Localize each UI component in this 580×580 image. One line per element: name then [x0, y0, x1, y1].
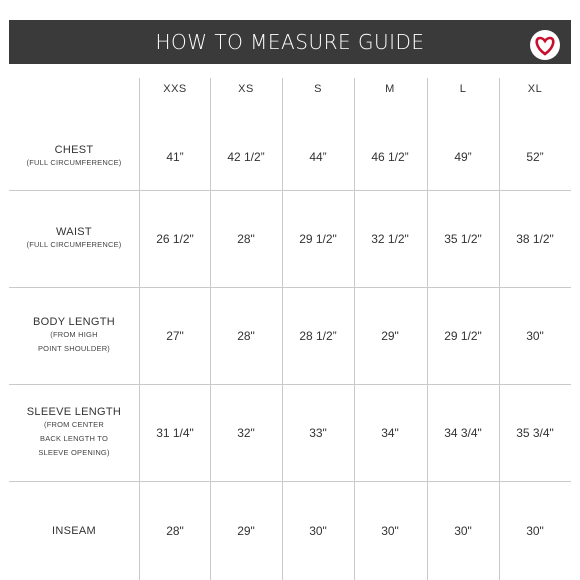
table-cell: 30"	[309, 523, 327, 538]
table-cell: 35 3/4"	[516, 425, 554, 440]
table-cell: 49”	[454, 149, 472, 164]
table-cell: 35 1/2"	[444, 231, 482, 246]
table-cell: 46 1/2”	[371, 149, 409, 164]
heart-icon[interactable]	[529, 30, 561, 60]
size-chart-table	[9, 64, 571, 580]
measurement-label	[9, 190, 139, 287]
table-cell: 28 1/2”	[299, 328, 337, 343]
table-cell: 31 1/4"	[156, 425, 194, 440]
measurement-note: BACK LENGTH TO	[40, 433, 108, 443]
size-column-header: S	[314, 83, 322, 95]
table-cell: 29"	[381, 328, 399, 343]
measurement-label	[9, 481, 139, 580]
measurement-name: BODY LENGTH	[33, 315, 115, 328]
measurement-label	[9, 287, 139, 384]
measurement-name: CHEST	[54, 143, 94, 156]
table-cell: 33"	[309, 425, 327, 440]
table-cell: 52”	[526, 149, 544, 164]
table-cell: 26 1/2"	[156, 231, 194, 246]
measurement-name: SLEEVE LENGTH	[26, 405, 122, 418]
table-cell: 28"	[237, 231, 255, 246]
table-cell: 30"	[526, 523, 544, 538]
table-cell: 32"	[237, 425, 255, 440]
guide-header	[9, 20, 571, 64]
measurement-name: WAIST	[56, 225, 92, 238]
table-cell: 28"	[166, 523, 184, 538]
table-cell: 34 3/4"	[444, 425, 482, 440]
size-column-header: XS	[238, 83, 254, 95]
measurement-note: (FROM HIGH	[50, 329, 98, 339]
size-column-header: L	[459, 83, 467, 95]
measurement-note: SLEEVE OPENING)	[38, 447, 110, 457]
measurement-label	[9, 123, 139, 190]
measurement-note: (FULL CIRCUMFERENCE)	[26, 157, 122, 167]
table-cell: 41”	[166, 149, 184, 164]
table-cell: 32 1/2"	[371, 231, 409, 246]
table-cell: 34"	[381, 425, 399, 440]
measurement-label	[9, 384, 139, 481]
table-cell: 44”	[309, 149, 327, 164]
table-cell: 30"	[381, 523, 399, 538]
table-cell: 38 1/2"	[516, 231, 554, 246]
table-cell: 29 1/2"	[299, 231, 337, 246]
measurement-note: (FULL CIRCUMFERENCE)	[26, 239, 122, 249]
table-cell: 29 1/2"	[444, 328, 482, 343]
measurement-note: POINT SHOULDER)	[37, 343, 111, 353]
table-cell: 30"	[454, 523, 472, 538]
size-column-header: XL	[527, 83, 543, 95]
measurement-note: (FROM CENTER	[44, 419, 104, 429]
table-cell: 42 1/2”	[227, 149, 265, 164]
page-title: HOW TO MEASURE GUIDE	[155, 30, 425, 54]
measurement-name: INSEAM	[52, 524, 96, 537]
table-cell: 29"	[237, 523, 255, 538]
table-cell: 30"	[526, 328, 544, 343]
table-cell: 28"	[237, 328, 255, 343]
size-column-header: XXS	[163, 83, 187, 95]
size-column-header: M	[385, 83, 395, 95]
table-cell: 27"	[166, 328, 184, 343]
